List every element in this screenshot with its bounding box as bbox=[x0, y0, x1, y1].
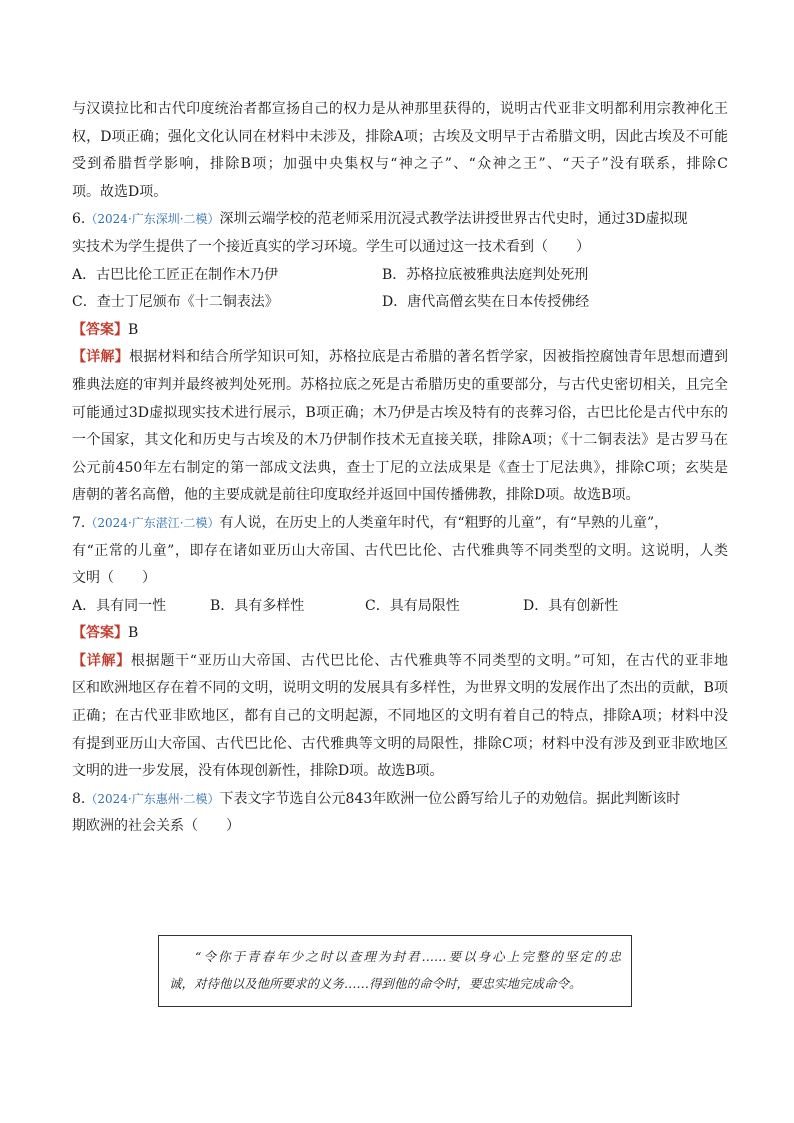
question-number: 8. bbox=[72, 790, 86, 807]
quote-box bbox=[158, 935, 632, 1007]
answer-tag: 【答案】 bbox=[72, 625, 128, 642]
question-stem: 有人说，在历史上的人类童年时代，有“粗野的儿童”，有“早熟的儿童”， bbox=[219, 514, 669, 531]
question-stem-cont: 期欧洲的社会关系（ ） bbox=[72, 818, 240, 835]
detail-line: 有提到亚历山大帝国、古代巴比伦、古代雅典等文明的局限性，排除C项；材料中没有涉及到亚非欧地区 bbox=[72, 735, 728, 752]
quote-line: “令你于青春年少之时以查理为封君……要以身心上完整的坚定的忠 bbox=[195, 949, 621, 964]
text-line: 受到希腊哲学影响，排除B项；加强中央集权与“神之子”、“众神之王”、“天子”没有联系，排除C bbox=[72, 156, 728, 173]
option-a: A．古巴比伦工匠正在制作木乃伊 bbox=[72, 266, 279, 283]
question-7-stem bbox=[72, 510, 728, 538]
question-6-stem bbox=[72, 206, 728, 234]
answer-tag: 【答案】 bbox=[72, 321, 128, 338]
question-stem: 下表文字节选自公元843年欧洲一位公爵写给儿子的劝勉信。据此判断该时 bbox=[219, 790, 681, 807]
document-page bbox=[72, 96, 728, 841]
detail-line: 唐朝的著名高僧，他的主要成就是前往印度取经并返回中国传播佛教，排除D项。故选B项。 bbox=[72, 487, 640, 504]
detail-line bbox=[72, 344, 728, 372]
question-stem: 深圳云端学校的范老师采用沉浸式教学法讲授世界古代史时，通过3D虚拟现 bbox=[219, 211, 688, 228]
detail-tag: 【详解】 bbox=[72, 652, 131, 669]
question-8-stem bbox=[72, 786, 728, 814]
option-c: C．具有局限性 bbox=[365, 597, 460, 614]
question-6-options-row-1 bbox=[72, 262, 728, 290]
detail-line: 雅典法庭的审判并最终被判处死刑。苏格拉底之死是古希腊历史的重要部分，与古代史密切相关，且完全 bbox=[72, 376, 728, 393]
question-stem-cont: 有“正常的儿童”，即存在诸如亚历山大帝国、古代巴比伦、古代雅典等不同类型的文明。这说明，人类 bbox=[72, 542, 728, 559]
option-d: D．唐代高僧玄奘在日本传授佛经 bbox=[382, 294, 590, 311]
detail-line: 文明的进一步发展，没有体现创新性，排除D项。故选B项。 bbox=[72, 763, 444, 780]
detail-line: 一个国家，其文化和历史与古埃及的木乃伊制作技术无直接关联，排除A项；《十二铜表法》是古罗马在 bbox=[72, 432, 728, 449]
answer-line bbox=[72, 620, 728, 648]
detail-tag: 【详解】 bbox=[72, 349, 130, 366]
text-line: 与汉谟拉比和古代印度统治者都宣扬自己的权力是从神那里获得的，说明古代亚非文明都利用宗教神化王 bbox=[72, 101, 728, 117]
question-number: 6. bbox=[72, 211, 86, 228]
detail-text: 根据材料和结合所学知识可知，苏格拉底是古希腊的著名哲学家，因被指控腐蚀青年思想而遭到 bbox=[129, 349, 728, 366]
detail-line: 可能通过3D虚拟现实技术进行展示，B项正确；木乃伊是古埃及特有的丧葬习俗，古巴比伦是古代中东的 bbox=[72, 404, 728, 421]
text-line: 权，D项正确；强化文化认同在材料中未涉及，排除A项；古埃及文明早于古希腊文明，因此古埃及不可能 bbox=[72, 128, 728, 145]
question-source: （2024·广东湛江·二模） bbox=[85, 515, 220, 530]
question-source: （2024·广东惠州·二模） bbox=[85, 791, 220, 806]
question-7-options bbox=[72, 593, 728, 621]
option-d: D．具有创新性 bbox=[523, 597, 619, 614]
answer-line bbox=[72, 317, 728, 345]
question-number: 7. bbox=[72, 514, 86, 531]
option-c: C．查士丁尼颁布《十二铜表法》 bbox=[72, 294, 279, 311]
question-stem-cont: 实技术为学生提供了一个接近真实的学习环境。学生可以通过这一技术看到（ ） bbox=[72, 238, 590, 255]
option-b: B．苏格拉底被雅典法庭判处死刑 bbox=[382, 266, 589, 283]
option-a: A．具有同一性 bbox=[72, 597, 167, 614]
text-line: 项。故选D项。 bbox=[72, 183, 168, 200]
answer-value: B bbox=[128, 321, 139, 338]
detail-line bbox=[72, 648, 728, 676]
detail-line: 公元前450年左右制定的第一部成文法典，查士丁尼的立法成果是《查士丁尼法典》，排除C项；玄奘是 bbox=[72, 459, 728, 476]
question-stem-cont: 文明（ ） bbox=[72, 570, 156, 587]
answer-value: B bbox=[128, 625, 139, 642]
quote-line: 诚，对待他以及他所要求的义务……得到他的命令时，要忠实地完成命令。 bbox=[169, 976, 582, 991]
detail-line: 区和欧洲地区存在着不同的文明，说明文明的发展具有多样性，为世界文明的发展作出了杰出的贡献，B项 bbox=[72, 680, 728, 697]
question-source: （2024·广东深圳·二模） bbox=[85, 212, 220, 227]
option-b: B．具有多样性 bbox=[210, 597, 305, 614]
question-6-options-row-2 bbox=[72, 289, 728, 317]
detail-line: 正确；在古代亚非欧地区，都有自己的文明起源，不同地区的文明有着自己的特点，排除A项；材料中没 bbox=[72, 708, 728, 725]
detail-text: 根据题干“亚历山大帝国、古代巴比伦、古代雅典等不同类型的文明。”可知，在古代的亚非地 bbox=[130, 652, 728, 669]
